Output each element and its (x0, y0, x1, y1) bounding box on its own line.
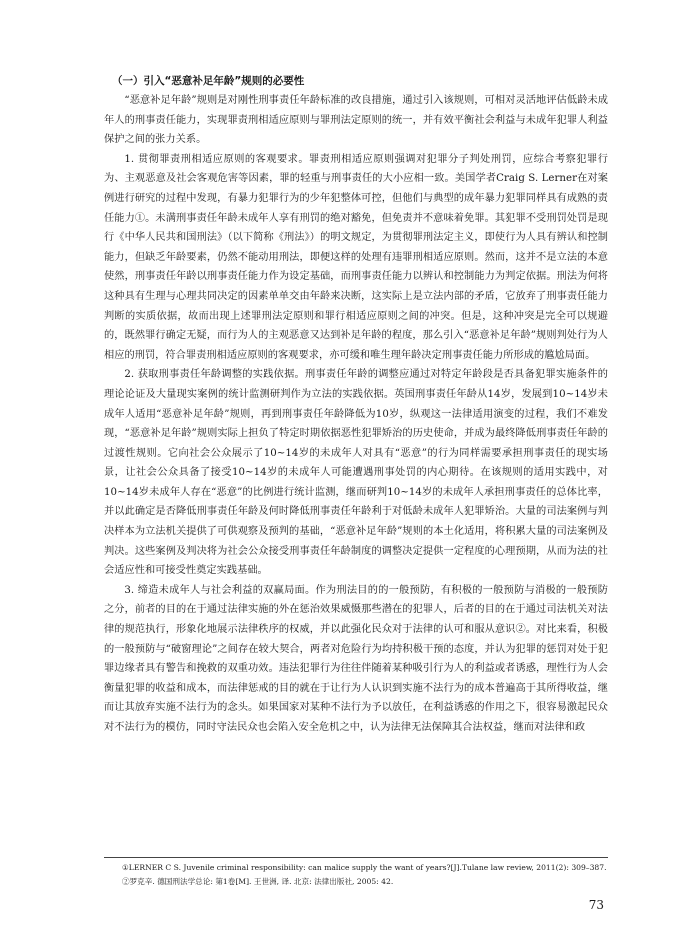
footnote-1: ①LERNER C S. Juvenile criminal responsibility: can malice supply the want of years?[J].Tulane law review, 2011(2): 309–387. (122, 863, 607, 872)
section-heading: （一）引入“恶意补足年龄”规则的必要性 (112, 75, 305, 87)
footnotes (104, 857, 608, 889)
paragraph-point-3: 3. 缔造未成年人与社会利益的双赢局面。作为刑法目的的一般预防，有积极的一般预防与消极的一般预防之分，前者的目的在于通过法律实施的外在惩治效果威慑那些潜在的犯罪人，后者的目的在于通过司法机关对法律的规范执行，形象化地展示法律秩序的权威，并以此强化民众对于法律的认可和服从意识②。对比来看，积极的一般预防与“破窗理论”之间存在较大契合，两者对危险行为均持积极干预的态度，并认为犯罪的惩罚对处于犯罪边缘者具有警告和挽救的双重功效。违法犯罪行为往往伴随着某种吸引行为人的利益或者诱惑，理性行为人会衡量犯罪的收益和成本，而法律惩戒的目的就在于让行为人认识到实施不法行为的成本普遍高于其所得收益，继而让其放弃实施不法行为的念头。如果国家对某种不法行为予以放任，在利益诱惑的作用之下，很容易激起民众对不法行为的模仿，同时守法民众也会陷入安全危机之中，认为法律无法保障其合法权益，继而对法律和政 (104, 584, 608, 733)
footnote-2: ②罗克辛. 德国刑法学总论: 第1卷[M]. 王世洲, 译. 北京: 法律出版社, 2005: 42. (122, 877, 394, 886)
paragraph-point-2: 2. 获取刑事责任年龄调整的实践依据。刑事责任年龄的调整应通过对特定年龄段是否具备犯罪实施条件的理论论证及大量现实案例的统计监测研判作为立法的实践依据。英国刑事责任年龄从14岁，发展到10~14岁未成年人适用“恶意补足年龄”规则，再到刑事责任年龄降低为10岁，纵观这一法律适用演变的过程，我们不难发现，“恶意补足年龄”规则实际上担负了特定时期依据恶性犯罪矫治的历史使命，并成为最终降低刑事责任年龄的过渡性规则。它向社会公众展示了10~14岁的未成年人对具有“恶意”的行为同样需要承担刑事责任的现实场景，让社会公众具备了接受10~14岁的未成年人可能遭遇刑事处罚的内心期待。在该规则的适用实践中，对10~14岁未成年人存在“恶意”的比例进行统计监测，继而研判10~14岁的未成年人承担刑事责任的总体比率，并以此确定是否降低刑事责任年龄及何时降低刑事责任年龄利于对低龄未成年人犯罪矫治。大量的司法案例与判决样本为立法机关提供了可供观察及预判的基础，“恶意补足年龄”规则的本土化适用，将积累大量的司法案例及判决。这些案例及判决将为社会公众接受刑事责任年龄制度的调整决定提供一定程度的心理预期，从而为法的社会适应性和可接受性奠定实践基础。 (104, 369, 608, 577)
page-number: 73 (588, 898, 604, 912)
paragraph-intro: “恶意补足年龄”规则是对刚性刑事责任年龄标准的改良措施，通过引入该规则，可相对灵活地评估低龄未成年人的刑事责任能力，实现罪责刑相适应原则与罪刑法定原则的统一，并有效平衡社会利益与未成年犯罪人利益保护之间的张力关系。 (104, 95, 608, 146)
paragraph-point-1: 1. 贯彻罪责刑相适应原则的客观要求。罪责刑相适应原则强调对犯罪分子判处刑罚，应综合考察犯罪行为、主观恶意及社会客观危害等因素，罪的轻重与刑事责任的大小应相一致。美国学者Craig S. Lerner在对案例进行研究的过程中发现，有暴力犯罪行为的少年犯整体可控，但他们与典型的成年暴力犯罪同样具有成熟的责任能力①。未满刑事责任年龄未成年人享有刑罚的绝对豁免，但免责并不意味着免罪。其犯罪不受刑罚处罚是现行《中华人民共和国刑法》（以下简称《刑法》）的明文规定，为贯彻罪刑法定主义，即使行为人具有辨认和控制能力，但缺乏年龄要素，仍然不能动用刑法，即便这样的处理有违罪刑相适应原则。然而，这并不是立法的本意使然，刑事责任年龄以刑事责任能力作为设定基础，而刑事责任能力以辨认和控制能力为判定依据。刑法为何将这种具有生理与心理共同决定的因素单单交由年龄来决断，这实际上是立法内部的矛盾，它放弃了刑事责任能力判断的实质依据，故而出现上述罪刑法定原则和罪行相适应原则之间的冲突。但是，这种冲突是完全可以规避的，既然罪行确定无疑，而行为人的主观恶意又达到补足年龄的程度，那么引入“恶意补足年龄”规则判处行为人相应的刑罚，符合罪责刑相适应原则的客观要求，亦可缓和唯生理年龄决定刑事责任能力所形成的尴尬局面。 (104, 153, 608, 361)
body-text (104, 72, 608, 738)
